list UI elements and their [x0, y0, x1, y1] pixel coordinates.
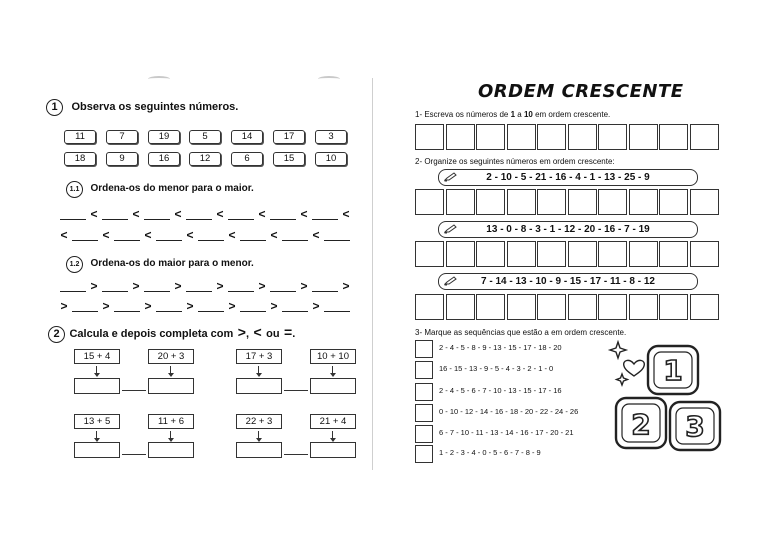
comparison-blank[interactable]: [284, 390, 308, 391]
answer-blank[interactable]: [156, 240, 182, 241]
answer-cell[interactable]: [537, 124, 566, 150]
ascending-answer-row-2[interactable]: [60, 229, 352, 243]
less-than-symbol: <: [144, 228, 152, 242]
comparison-blank[interactable]: [122, 390, 146, 391]
sub2-number: 1.2: [66, 256, 83, 273]
sequence-text: 7 - 14 - 13 - 10 - 9 - 15 - 17 - 11 - 8 - 12: [481, 276, 655, 287]
less-than-symbol: <: [90, 207, 98, 221]
number-box: 12: [189, 152, 221, 166]
number-block-1: [648, 346, 698, 394]
answer-blank[interactable]: [60, 219, 86, 220]
sub1-number: 1.1: [66, 181, 83, 198]
number-block-2: [616, 398, 666, 448]
answer-cell[interactable]: [415, 189, 444, 215]
sequence-checkbox[interactable]: [415, 383, 433, 401]
expression-box: 21 + 4: [310, 414, 356, 429]
greater-than-symbol: >: [228, 299, 236, 313]
sub1-title: Ordena-os do menor para o maior.: [90, 183, 254, 194]
answer-blank[interactable]: [228, 219, 254, 220]
greater-than-symbol: >: [144, 299, 152, 313]
sequence-checkbox[interactable]: [415, 404, 433, 422]
less-than-symbol: <: [216, 207, 224, 221]
answer-blank[interactable]: [186, 291, 212, 292]
heart-icon: [624, 360, 645, 376]
sequence-text: 2 - 10 - 5 - 21 - 16 - 4 - 1 - 13 - 25 - 9: [486, 172, 650, 183]
answer-blank[interactable]: [102, 219, 128, 220]
result-box[interactable]: [74, 442, 120, 458]
down-arrow-icon: [332, 366, 333, 374]
down-arrow-icon: [96, 366, 97, 374]
answer-blank[interactable]: [324, 240, 350, 241]
greater-than-symbol: >: [102, 299, 110, 313]
result-box[interactable]: [236, 378, 282, 394]
expression-box: 20 + 3: [148, 349, 194, 364]
down-arrow-icon: [258, 431, 259, 439]
answer-blank[interactable]: [144, 291, 170, 292]
answer-blank[interactable]: [240, 240, 266, 241]
answer-blank[interactable]: [312, 291, 338, 292]
number-blocks-illustration: [604, 334, 728, 464]
right-q1-n1: 1: [510, 110, 516, 119]
answer-blank[interactable]: [144, 219, 170, 220]
answer-blank[interactable]: [282, 311, 308, 312]
answer-cell[interactable]: [507, 124, 536, 150]
ascending-answer-row-1[interactable]: [60, 208, 352, 222]
number-block-3: [670, 402, 720, 450]
q2-end: .: [292, 328, 296, 340]
down-arrow-icon: [258, 366, 259, 374]
q2-title-prefix: Calcula e depois completa com: [69, 328, 234, 340]
answer-cell[interactable]: [446, 124, 475, 150]
pencil-icon: [444, 172, 458, 182]
right-q1-mid: a: [515, 110, 524, 119]
answer-cell[interactable]: [629, 241, 658, 267]
result-box[interactable]: [148, 442, 194, 458]
right-q2-title: 2- Organize os seguintes números em ordem crescente:: [415, 157, 615, 166]
greater-than-symbol: >: [258, 279, 266, 293]
greater-than-symbol: >: [132, 279, 140, 293]
page-title: ORDEM CRESCENTE: [478, 81, 684, 102]
sequence-option: 0 - 10 - 12 - 14 - 16 - 18 - 20 - 22 - 24 - 26: [439, 407, 579, 416]
greater-than-symbol: >: [186, 299, 194, 313]
answer-cell[interactable]: [659, 294, 688, 320]
expression-box: 15 + 4: [74, 349, 120, 364]
answer-cell[interactable]: [507, 294, 536, 320]
sequence-checkbox[interactable]: [415, 361, 433, 379]
q2-symbol-eq: =: [284, 324, 293, 340]
answer-cell[interactable]: [415, 241, 444, 267]
answer-cell[interactable]: [690, 294, 719, 320]
sequence-option: 2 - 4 - 5 - 8 - 9 - 13 - 15 - 17 - 18 - 20: [439, 343, 562, 352]
answer-cell[interactable]: [690, 241, 719, 267]
answer-blank[interactable]: [156, 311, 182, 312]
answer-cell[interactable]: [568, 294, 597, 320]
down-arrow-icon: [170, 366, 171, 374]
answer-blank[interactable]: [198, 311, 224, 312]
result-box[interactable]: [310, 378, 356, 394]
less-than-symbol: <: [60, 228, 68, 242]
greater-than-symbol: >: [216, 279, 224, 293]
number-box: 11: [64, 130, 96, 144]
sequence-text: 13 - 0 - 8 - 3 - 1 - 12 - 20 - 16 - 7 - 19: [486, 224, 650, 235]
less-than-symbol: <: [270, 228, 278, 242]
answer-cell[interactable]: [476, 241, 505, 267]
answer-cell[interactable]: [629, 189, 658, 215]
less-than-symbol: <: [228, 228, 236, 242]
answer-cell[interactable]: [690, 189, 719, 215]
block-label: 3: [685, 410, 705, 443]
answer-blank[interactable]: [198, 240, 224, 241]
number-box: 5: [189, 130, 221, 144]
answer-cell[interactable]: [507, 241, 536, 267]
answer-cell[interactable]: [629, 294, 658, 320]
right-q1-title: [415, 110, 610, 119]
sequence-checkbox[interactable]: [415, 340, 433, 358]
less-than-symbol: <: [300, 207, 308, 221]
down-arrow-icon: [96, 431, 97, 439]
answer-blank[interactable]: [324, 311, 350, 312]
q2-symbol-lt: <: [253, 324, 262, 340]
number-box: 18: [64, 152, 96, 166]
down-arrow-icon: [170, 431, 171, 439]
greater-than-symbol: >: [90, 279, 98, 293]
answer-cell[interactable]: [659, 189, 688, 215]
answer-cell[interactable]: [446, 189, 475, 215]
result-box[interactable]: [236, 442, 282, 458]
answer-cell[interactable]: [476, 294, 505, 320]
pencil-icon: [444, 276, 458, 286]
answer-blank[interactable]: [312, 219, 338, 220]
answer-blank[interactable]: [186, 219, 212, 220]
answer-cell[interactable]: [507, 189, 536, 215]
q2-sep-2: ou: [266, 328, 280, 340]
sub2-title: Ordena-os do maior para o menor.: [90, 258, 254, 269]
answer-cell[interactable]: [446, 294, 475, 320]
number-box: 16: [148, 152, 180, 166]
comparison-blank[interactable]: [122, 454, 146, 455]
greater-than-symbol: >: [342, 279, 350, 293]
q1-title: Observa os seguintes números.: [71, 101, 239, 113]
q2-symbol-gt: >: [237, 324, 246, 340]
q1-heading: [46, 97, 238, 116]
answer-cell[interactable]: [446, 241, 475, 267]
q2-number: 2: [48, 326, 65, 343]
block-label: 1: [663, 354, 683, 387]
greater-than-symbol: >: [60, 299, 68, 313]
less-than-symbol: <: [132, 207, 140, 221]
sequence-option: 1 - 2 - 3 - 4 - 0 - 5 - 6 - 7 - 8 - 9: [439, 448, 541, 457]
sequence-banner-2: [438, 221, 698, 238]
answer-cell[interactable]: [537, 189, 566, 215]
answer-cell[interactable]: [568, 241, 597, 267]
result-box[interactable]: [310, 442, 356, 458]
right-q3-title: 3- Marque as sequências que estão a em ordem crescente.: [415, 328, 627, 337]
greater-than-symbol: >: [312, 299, 320, 313]
down-arrow-icon: [332, 431, 333, 439]
answer-blank[interactable]: [72, 240, 98, 241]
greater-than-symbol: >: [174, 279, 182, 293]
expression-box: 10 + 10: [310, 349, 356, 364]
less-than-symbol: <: [174, 207, 182, 221]
number-box: 7: [106, 130, 138, 144]
sequence-option: 2 - 4 - 5 - 6 - 7 - 10 - 13 - 15 - 17 - 16: [439, 386, 562, 395]
less-than-symbol: <: [186, 228, 194, 242]
answer-blank[interactable]: [228, 291, 254, 292]
answer-cell[interactable]: [415, 124, 444, 150]
less-than-symbol: <: [342, 207, 350, 221]
number-box: 19: [148, 130, 180, 144]
pencil-icon: [444, 224, 458, 234]
answer-blank[interactable]: [270, 291, 296, 292]
answer-blank[interactable]: [60, 291, 86, 292]
page-curl-right: [318, 76, 340, 82]
answer-cell[interactable]: [598, 124, 627, 150]
number-box: 6: [231, 152, 263, 166]
number-box: 9: [106, 152, 138, 166]
q2-heading: [48, 324, 295, 343]
answer-cell[interactable]: [659, 124, 688, 150]
right-q1-prefix: 1- Escreva os números de: [415, 110, 511, 119]
sparkle-icon: [610, 342, 626, 358]
expression-box: 22 + 3: [236, 414, 282, 429]
sequence-banner-1: [438, 169, 698, 186]
answer-cell[interactable]: [537, 294, 566, 320]
sub1-heading: [66, 178, 254, 198]
answer-cell[interactable]: [659, 241, 688, 267]
expression-box: 11 + 6: [148, 414, 194, 429]
answer-cell[interactable]: [476, 189, 505, 215]
less-than-symbol: <: [312, 228, 320, 242]
page-divider: [372, 78, 373, 470]
answer-cell[interactable]: [476, 124, 505, 150]
right-q1-n2: 10: [523, 110, 533, 119]
answer-cell[interactable]: [568, 124, 597, 150]
answer-cell[interactable]: [415, 294, 444, 320]
greater-than-symbol: >: [300, 279, 308, 293]
answer-blank[interactable]: [270, 219, 296, 220]
answer-blank[interactable]: [102, 291, 128, 292]
number-box: 17: [273, 130, 305, 144]
number-box: 15: [273, 152, 305, 166]
comparison-blank[interactable]: [284, 454, 308, 455]
answer-cell[interactable]: [568, 189, 597, 215]
q1-number: 1: [46, 99, 63, 116]
answer-blank[interactable]: [72, 311, 98, 312]
number-box: 14: [231, 130, 263, 144]
sequence-option: 6 - 7 - 10 - 11 - 13 - 14 - 16 - 17 - 20 - 21: [439, 428, 574, 437]
answer-cell[interactable]: [629, 124, 658, 150]
block-label: 2: [631, 408, 651, 441]
answer-blank[interactable]: [282, 240, 308, 241]
page-curl-left: [148, 76, 170, 82]
sparkle-icon: [617, 374, 628, 385]
greater-than-symbol: >: [270, 299, 278, 313]
answer-blank[interactable]: [114, 240, 140, 241]
number-box: 10: [315, 152, 347, 166]
descending-answer-row-1[interactable]: [60, 280, 352, 294]
number-box: 3: [315, 130, 347, 144]
answer-cell[interactable]: [598, 294, 627, 320]
answer-cell[interactable]: [598, 241, 627, 267]
answer-blank[interactable]: [240, 311, 266, 312]
result-box[interactable]: [74, 378, 120, 394]
expression-box: 13 + 5: [74, 414, 120, 429]
sequence-checkbox[interactable]: [415, 425, 433, 443]
descending-answer-row-2[interactable]: [60, 300, 352, 314]
answer-cell[interactable]: [598, 189, 627, 215]
result-box[interactable]: [148, 378, 194, 394]
sub2-heading: [66, 253, 254, 273]
expression-box: 17 + 3: [236, 349, 282, 364]
less-than-symbol: <: [258, 207, 266, 221]
less-than-symbol: <: [102, 228, 110, 242]
answer-cell[interactable]: [537, 241, 566, 267]
sequence-option: 16 - 15 - 13 - 9 - 5 - 4 - 3 - 2 - 1 - 0: [439, 364, 554, 373]
right-q1-suffix: em ordem crescente.: [532, 110, 611, 119]
q2-sep-1: ,: [245, 328, 249, 340]
answer-cell[interactable]: [690, 124, 719, 150]
sequence-banner-3: [438, 273, 698, 290]
sequence-checkbox[interactable]: [415, 445, 433, 463]
answer-blank[interactable]: [114, 311, 140, 312]
